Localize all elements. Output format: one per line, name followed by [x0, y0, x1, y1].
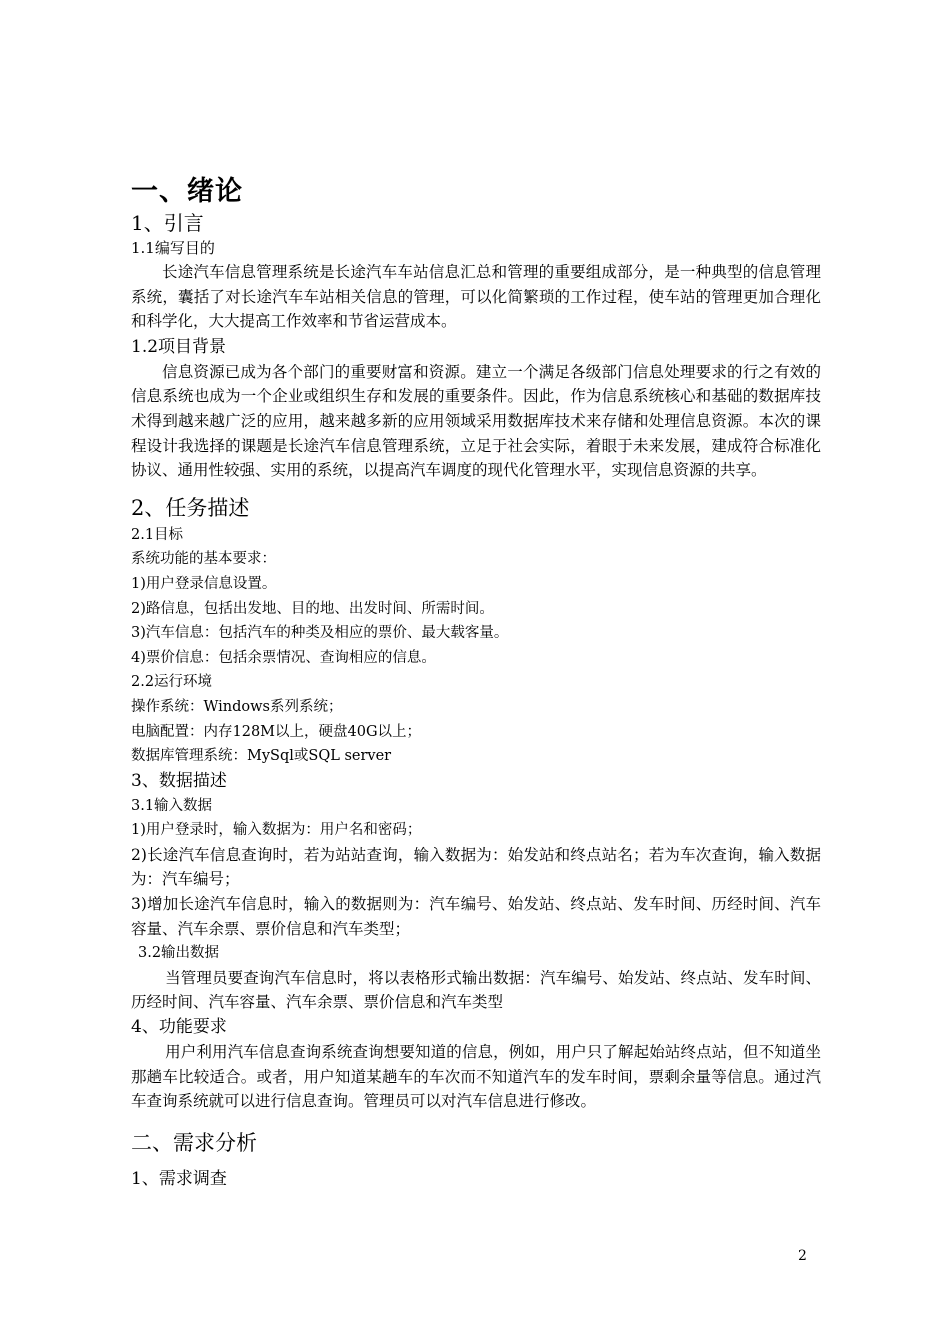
list-item: 1)用户登录时，输入数据为：用户名和密码； [131, 822, 422, 839]
paragraph-purpose: 长途汽车信息管理系统是长途汽车车站信息汇总和管理的重要组成部分，是一种典型的信息管理系统，囊括了对长途汽车车站相关信息的管理，可以化简繁琐的工作过程，使车站的管理更加合理化和科学化，大大提高工作效率和节省运营成本。 [131, 263, 821, 331]
list-item: 3)增加长途汽车信息时，输入的数据则为：汽车编号、始发站、终点站、发车时间、历经时间、汽车容量、汽车余票、票价信息和汽车类型； [131, 895, 821, 938]
document-body [131, 174, 821, 1192]
list-item: 数据库管理系统：MySql或SQL server [131, 748, 392, 765]
list-item: 1)用户登录信息设置。 [131, 575, 277, 592]
paragraph-background: 信息资源已成为各个部门的重要财富和资源。建立一个满足各级部门信息处理要求的行之有效的信息系统也成为一个企业或组织生存和发展的重要条件。因此，作为信息系统核心和基础的数据库技术得到越来越广泛的应用，越来越多新的应用领域采用数据库技术来存储和处理信息资源。本次的课程设计我选择的课题是长途汽车信息管理系统，立足于社会实际，着眼于未来发展，建成符合标准化协议、通用性较强、实用的系统，以提高汽车调度的现代化管理水平，实现信息资源的共享。 [131, 362, 821, 480]
list-item: 4)票价信息：包括余票情况、查询相应的信息。 [131, 649, 436, 666]
paragraph-output: 当管理员要查询汽车信息时，将以表格形式输出数据：汽车编号、始发站、终点站、发车时间、历经时间、汽车容量、汽车余票、票价信息和汽车类型 [131, 968, 821, 1012]
subsection-title-input: 3.1输入数据 [131, 797, 213, 814]
list-item: 操作系统：Windows系列系统； [131, 698, 343, 715]
subsection-title-output: 3.2输出数据 [138, 945, 220, 962]
section-title-introduction: 1、引言 [131, 211, 204, 235]
list-item: 电脑配置：内存128M以上，硬盘40G以上； [131, 723, 422, 740]
section-title-survey: 1、需求调查 [131, 1168, 227, 1189]
subsection-title-environment: 2.2运行环境 [131, 674, 213, 691]
subsection-title-purpose: 1.1编写目的 [131, 239, 215, 257]
list-item: 2)长途汽车信息查询时，若为站站查询，输入数据为：始发站和终点站名；若为车次查询，输入数据为：汽车编号； [131, 845, 821, 889]
subsection-title-background: 1.2项目背景 [131, 336, 227, 357]
list-item: 3)汽车信息：包括汽车的种类及相应的票价、最大载客量。 [131, 625, 509, 642]
chapter-title-requirements: 二、需求分析 [131, 1130, 257, 1155]
list-item: 系统功能的基本要求： [131, 551, 276, 568]
list-item: 2)路信息，包括出发地、目的地、出发时间、所需时间。 [131, 600, 494, 617]
subsection-title-goal: 2.1目标 [131, 526, 184, 543]
page-number: 2 [798, 1248, 807, 1264]
section-title-task: 2、任务描述 [131, 495, 250, 520]
paragraph-function: 用户利用汽车信息查询系统查询想要知道的信息，例如，用户只了解起始站终点站，但不知道坐那趟车比较适合。或者，用户知道某趟车的车次而不知道汽车的发车时间，票剩余量等信息。通过汽车查询系统就可以进行信息查询。管理员可以对汽车信息进行修改。 [131, 1043, 821, 1111]
section-title-function: 4、功能要求 [131, 1017, 227, 1038]
chapter-title-intro: 一、绪论 [131, 176, 243, 207]
section-title-data: 3、数据描述 [131, 770, 227, 791]
